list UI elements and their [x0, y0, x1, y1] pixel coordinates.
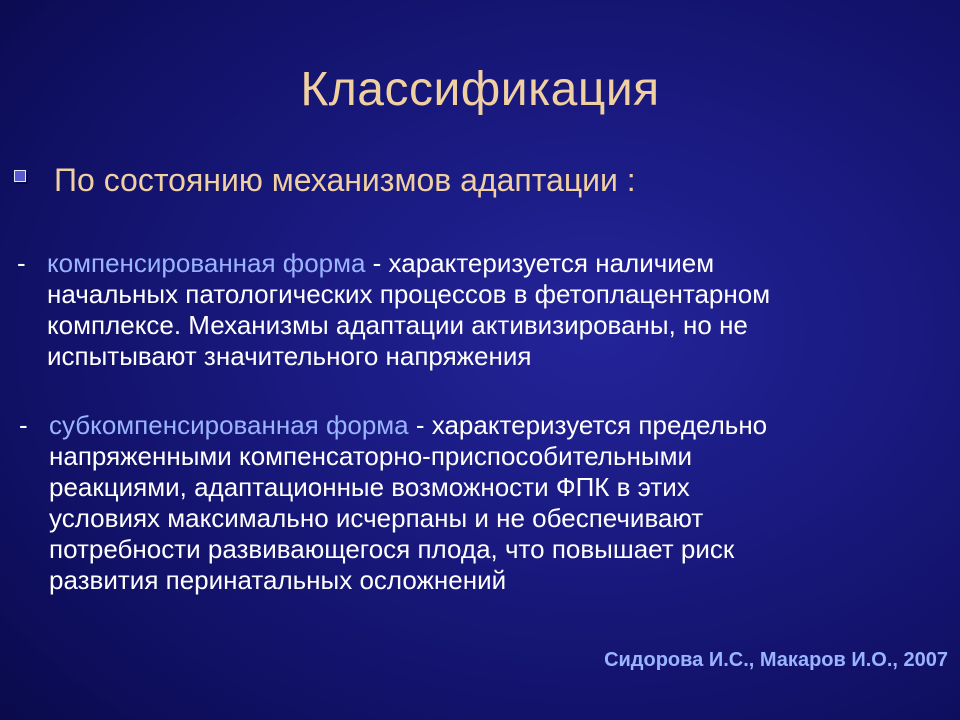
- paragraph-line: условиях максимально исчерпаны и не обеспечивают: [49, 503, 704, 533]
- paragraph-body: [17, 248, 947, 372]
- term-compensated: компенсированная форма: [47, 248, 366, 278]
- slide-title: Классификация: [300, 63, 660, 116]
- paragraph-line-rest: - характеризуется предельно: [408, 410, 768, 440]
- paragraph-line: начальных патологических процессов в фетоплацентарном: [47, 279, 771, 309]
- paragraph-line: напряженными компенсаторно-приспособительными: [49, 441, 692, 471]
- citation-footer: Сидорова И.С., Макаров И.О., 2007: [604, 649, 948, 671]
- paragraph-line: потребности развивающегося плода, что повышает риск: [49, 534, 735, 564]
- paragraph-line: испытывают значительного напряжения: [47, 341, 532, 371]
- paragraph-line-rest: - характеризуется наличием: [365, 248, 715, 278]
- term-subcompensated: субкомпенсированная форма: [49, 410, 409, 440]
- paragraph-line: комплексе. Механизмы адаптации активизированы, но не: [47, 310, 748, 340]
- square-bullet-icon: [14, 170, 26, 182]
- bullet-heading-text: По состоянию механизмов адаптации :: [54, 162, 636, 198]
- paragraph-line: реакциями, адаптационные возможности ФПК в этих: [49, 472, 690, 502]
- paragraph-subcompensated: [19, 410, 949, 596]
- paragraph-body: [19, 410, 949, 596]
- bullet-heading: [14, 162, 636, 199]
- dash-marker: -: [19, 410, 28, 440]
- dash-marker: -: [17, 248, 26, 278]
- paragraph-compensated: [17, 248, 947, 372]
- paragraph-line: развития перинатальных осложнений: [49, 565, 507, 595]
